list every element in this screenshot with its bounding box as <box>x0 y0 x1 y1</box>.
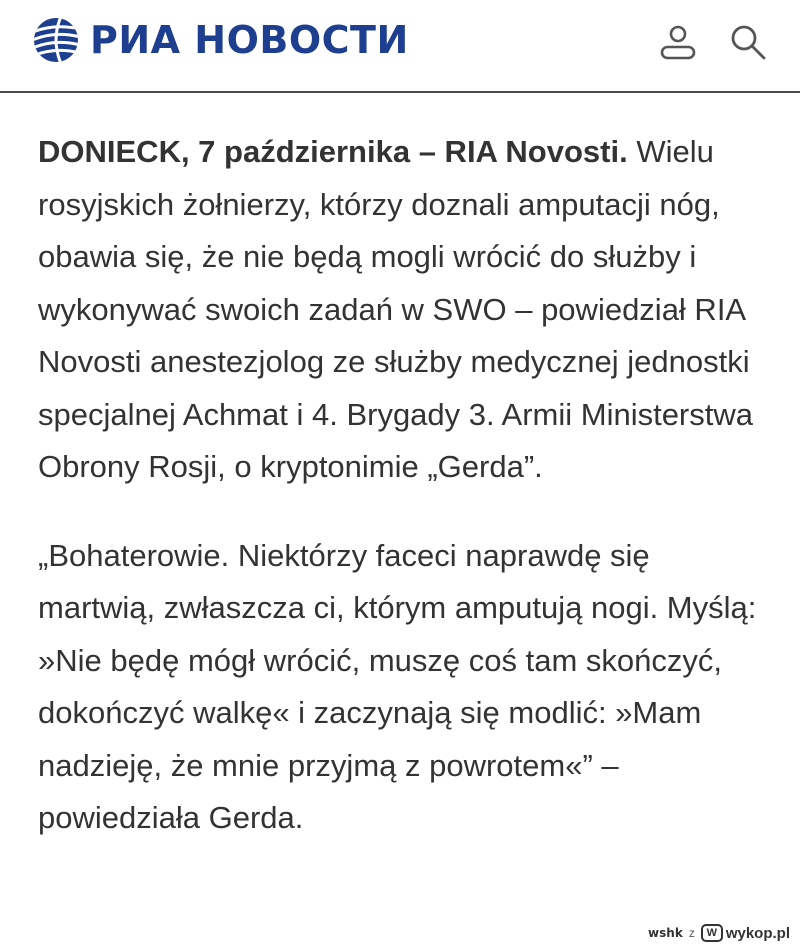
watermark-z: z <box>688 926 695 940</box>
quote-paragraph: „Bohaterowie. Niektórzy faceci naprawdę się martwią, zwłaszcza ci, którym amputują nogi. Myślą: »Nie będę mógł wrócić, muszę coś tam skończyć, dokończyć walkę« i zaczynają się modlić: »Mam nadzieję, że mnie przyjmą z powrotem«” – powiedziała Gerda. <box>38 537 757 835</box>
lead-paragraph <box>38 126 768 494</box>
dateline: DONIECK, 7 października – RIA Novosti. <box>38 134 628 169</box>
user-icon[interactable] <box>656 20 700 64</box>
logo-wordmark: РИА НОВОСТИ <box>90 18 409 62</box>
ria-novosti-logo[interactable] <box>32 14 409 66</box>
site-header <box>0 0 800 93</box>
article-body <box>38 126 768 881</box>
globe-icon <box>32 16 80 64</box>
watermark-user: wshk <box>648 926 683 940</box>
search-icon[interactable] <box>726 20 770 64</box>
wykop-logo-icon: W <box>701 924 723 942</box>
wykop-watermark <box>648 924 790 942</box>
watermark-site: wykop.pl <box>725 924 790 942</box>
header-actions <box>656 20 770 64</box>
wykop-logo <box>701 924 790 942</box>
lead-text: Wielu rosyjskich żołnierzy, którzy doznali amputacji nóg, obawia się, że nie będą mogli wrócić do służby i wykonywać swoich zadań w SWO – powiedział RIA Novosti anestezjolog ze służby medycznej jednostki specjalnej Achmat i 4. Brygady 3. Armii Ministerstwa Obrony Rosji, o kryptonimie „Gerda”. <box>38 134 753 484</box>
